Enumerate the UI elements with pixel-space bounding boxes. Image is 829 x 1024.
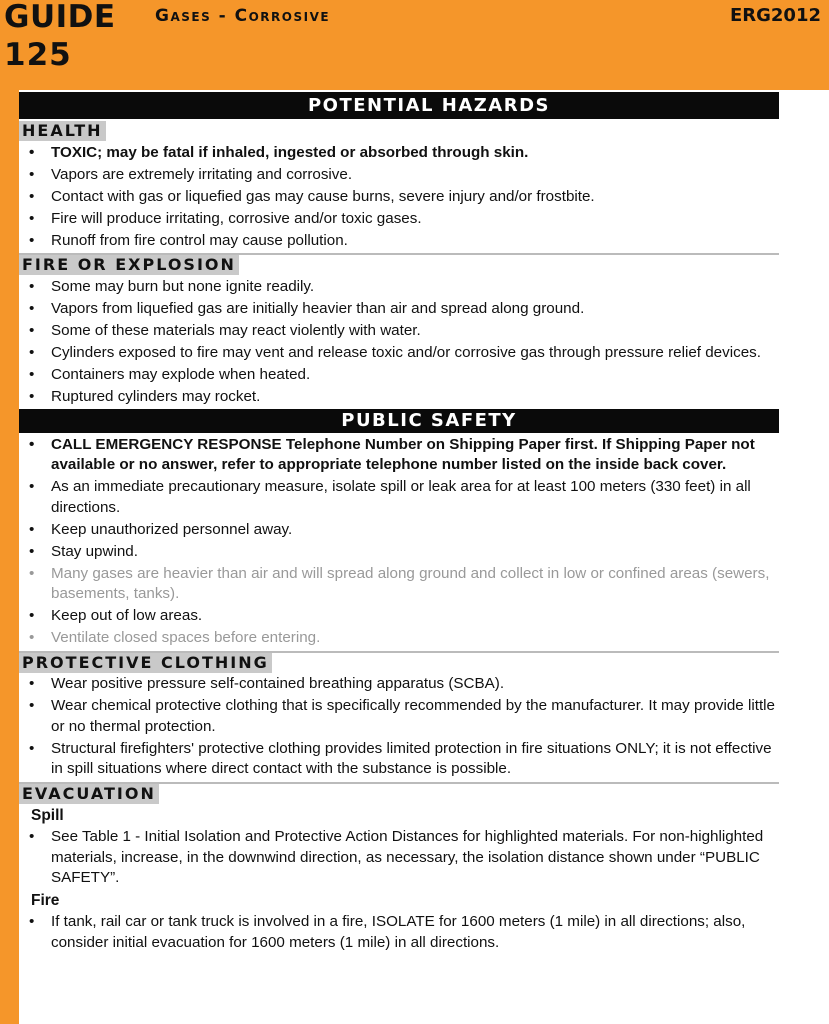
evacuation-heading: EVACUATION [19,784,159,804]
guide-content [19,92,779,955]
fire-heading: Fire [31,891,60,909]
page-header [0,0,829,90]
public-safety-heading: PUBLIC SAFETY [19,409,779,433]
list-item: • Ruptured cylinders may rocket. [19,387,779,408]
protective-clothing-list [19,674,779,780]
list-item: • Wear chemical protective clothing that is specifically recommended by the manufacturer. It may provide little or no thermal protection. [19,696,779,737]
list-item: • Runoff from fire control may cause pollution. [19,231,779,252]
edition-label: ERG2012 [729,5,821,26]
spill-list [19,827,779,889]
guide-number: 125 [4,37,72,73]
list-item: • If tank, rail car or tank truck is involved in a fire, ISOLATE for 1600 meters (1 mile) in all directions; also, consider initial evacuation for 1600 meters (1 mile) in all directions. [19,912,779,953]
list-item: • Some may burn but none ignite readily. [19,277,779,298]
health-section [19,121,779,141]
evacuation-section [19,782,779,804]
list-item: • Keep out of low areas. [19,606,779,627]
list-item: • Ventilate closed spaces before entering. [19,628,779,649]
public-safety-list [19,435,779,649]
guide-label: GUIDE [4,0,116,35]
list-item: • CALL EMERGENCY RESPONSE Telephone Number on Shipping Paper first. If Shipping Paper not available or no answer, refer to appropriate telephone number listed on the inside back cover. [19,435,779,476]
list-item: • Wear positive pressure self-contained breathing apparatus (SCBA). [19,674,779,695]
list-item: • Many gases are heavier than air and will spread along ground and collect in low or confined areas (sewers, basements, tanks). [19,564,779,605]
left-color-strip [0,90,19,1024]
fire-list [19,912,779,953]
potential-hazards-heading: POTENTIAL HAZARDS [19,92,779,119]
fire-explosion-section [19,253,779,275]
list-item: • Contact with gas or liquefied gas may cause burns, severe injury and/or frostbite. [19,187,779,208]
list-item: • Keep unauthorized personnel away. [19,520,779,541]
fire-explosion-heading: FIRE OR EXPLOSION [19,255,239,275]
list-item: • Cylinders exposed to fire may vent and release toxic and/or corrosive gas through pressure relief devices. [19,343,779,364]
list-item: • As an immediate precautionary measure, isolate spill or leak area for at least 100 meters (330 feet) in all directions. [19,477,779,518]
list-item: • Some of these materials may react violently with water. [19,321,779,342]
page-title: Gases - Corrosive [155,6,331,26]
list-item: • Vapors are extremely irritating and corrosive. [19,165,779,186]
list-item: • Fire will produce irritating, corrosive and/or toxic gases. [19,209,779,230]
list-item: • TOXIC; may be fatal if inhaled, ingested or absorbed through skin. [19,143,779,164]
health-list [19,143,779,252]
protective-clothing-section [19,651,779,673]
health-heading: HEALTH [19,121,106,141]
list-item: • Vapors from liquefied gas are initially heavier than air and spread along ground. [19,299,779,320]
spill-heading: Spill [31,806,64,824]
list-item: • Stay upwind. [19,542,779,563]
list-item: • Structural firefighters' protective clothing provides limited protection in fire situations ONLY; it is not effective in spill situations where direct contact with the substance is possible. [19,739,779,780]
protective-clothing-heading: PROTECTIVE CLOTHING [19,653,272,673]
list-item: • Containers may explode when heated. [19,365,779,386]
fire-explosion-list [19,277,779,408]
list-item: • See Table 1 - Initial Isolation and Protective Action Distances for highlighted materials. For non-highlighted materials, increase, in the downwind direction, as necessary, the isolation distance shown under “PUBLIC SAFETY”. [19,827,779,889]
